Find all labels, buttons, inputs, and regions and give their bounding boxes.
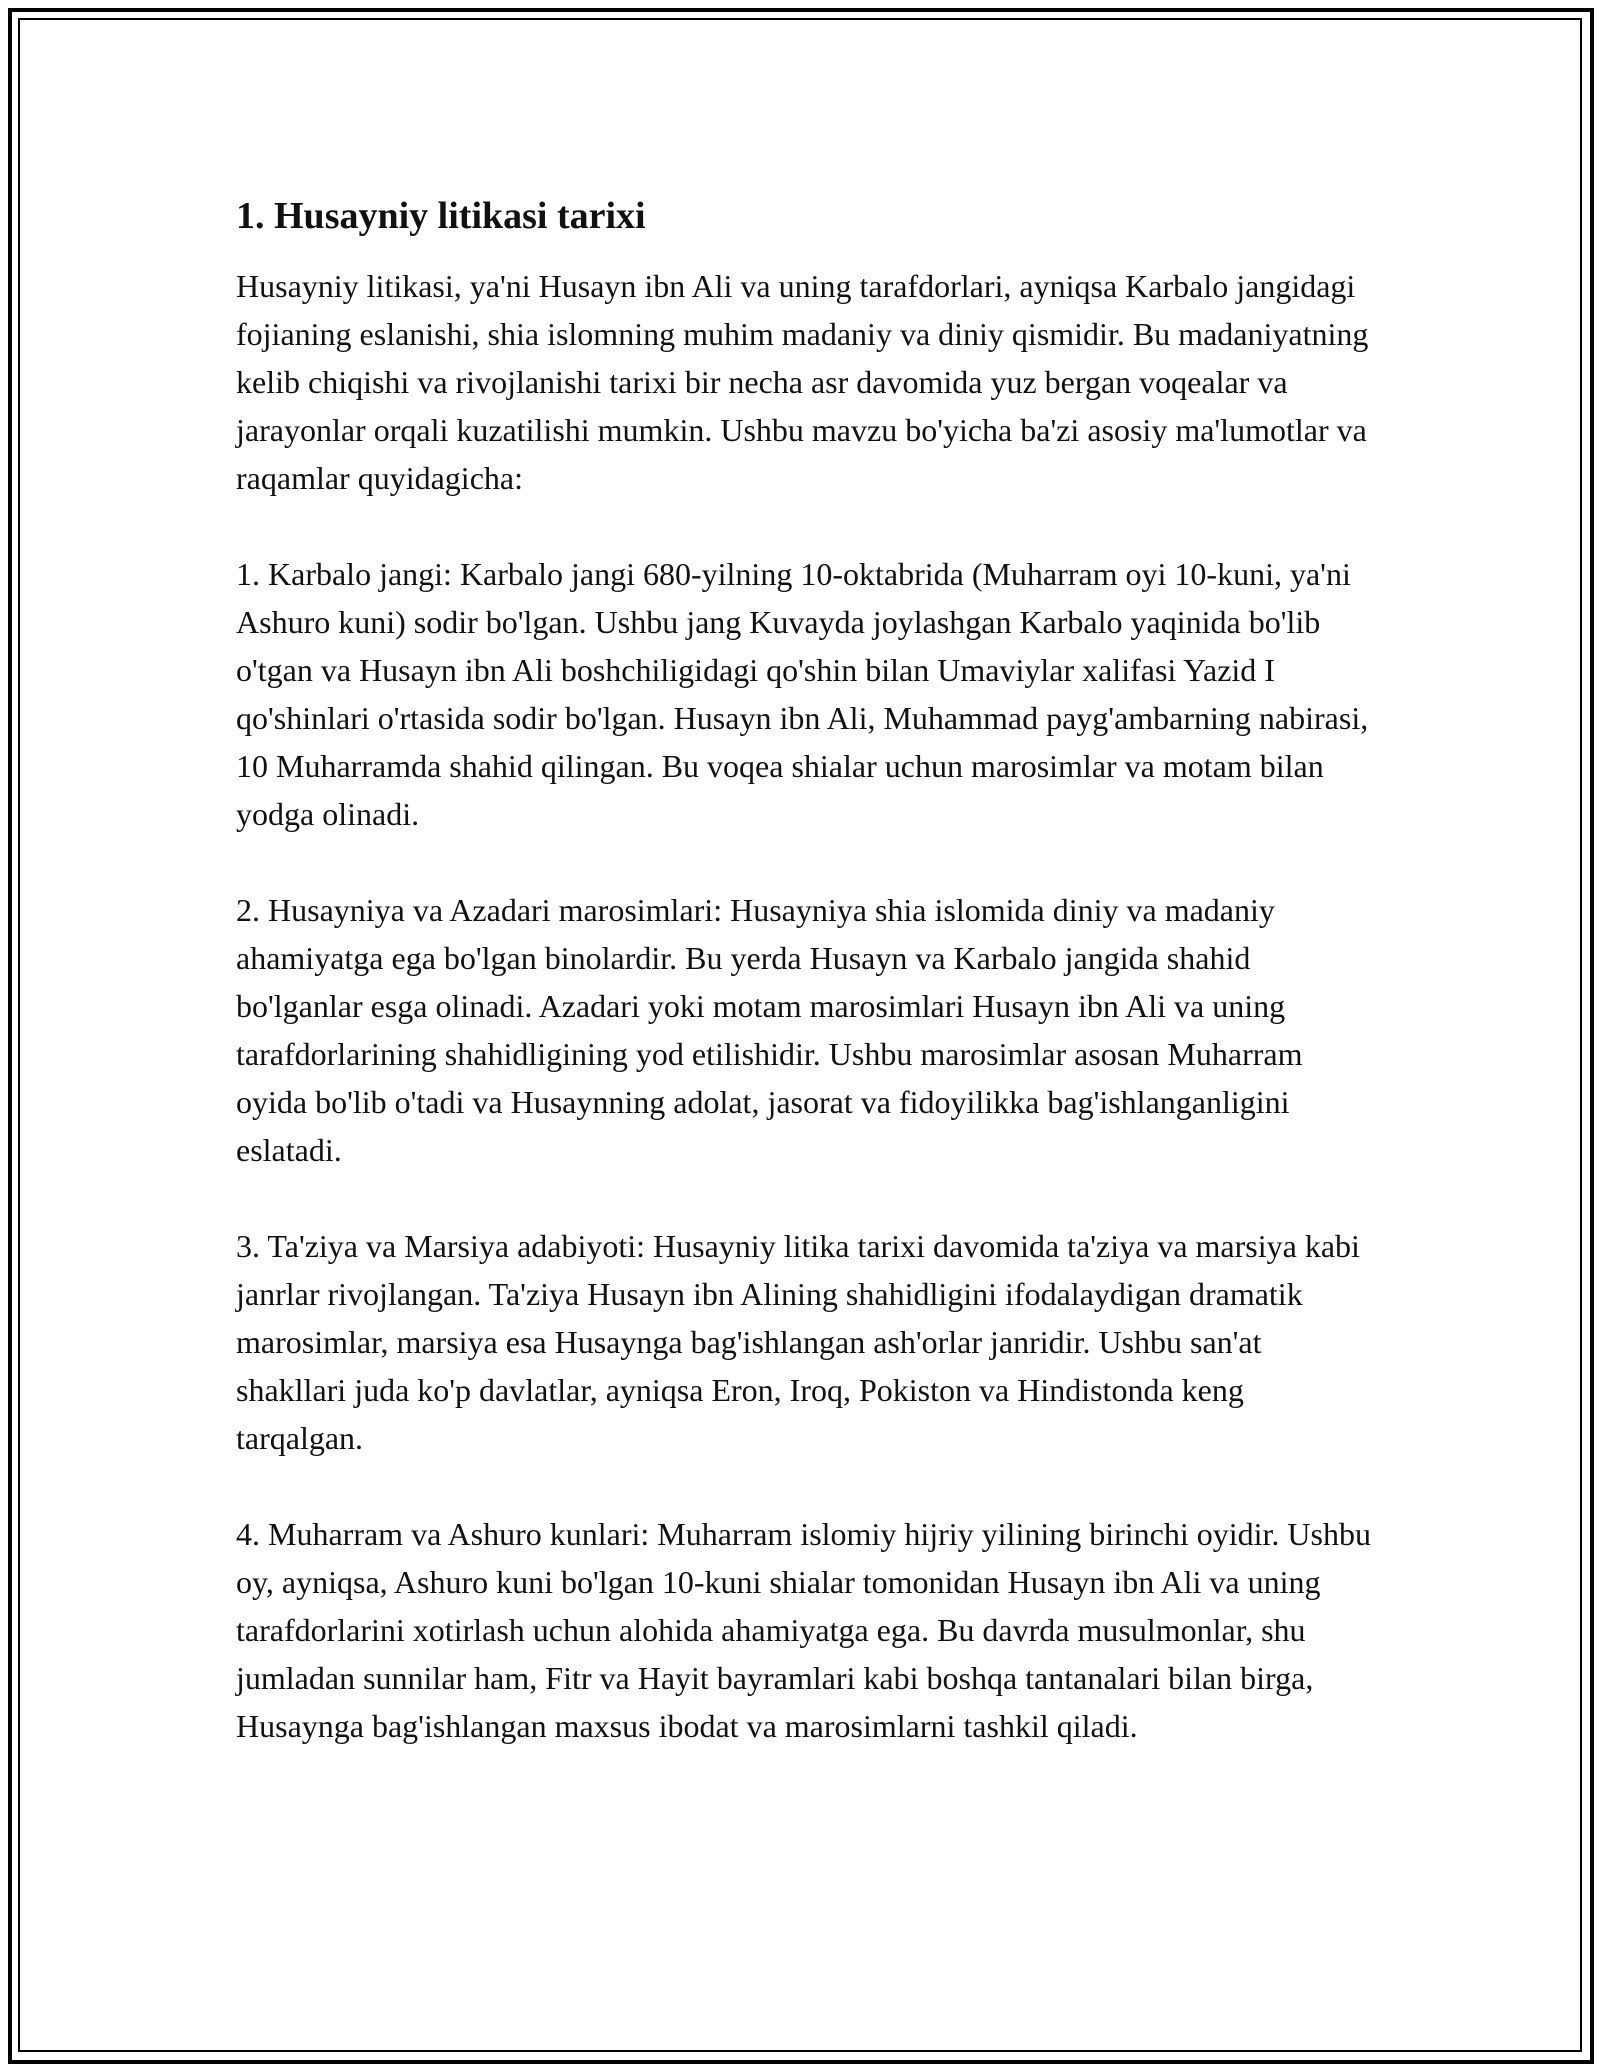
karbalo-battle-paragraph: 1. Karbalo jangi: Karbalo jangi 680-yilning 10-oktabrida (Muharram oyi 10-kuni, ya'ni Ashuro kuni) sodir bo'lgan. Ushbu jang Kuvayda joylashgan Karbalo yaqinida bo'lib o'tgan va Husayn ibn Ali boshchiligidagi qo'shin bilan Umaviylar xalifasi Yazid I qo'shinlari o'rtasida sodir bo'lgan. Husayn ibn Ali, Muhammad payg'ambarning nabirasi, 10 Muharramda shahid qilingan. Bu voqea shialar uchun marosimlar va motam bilan yodga olinadi. [236,556,1369,832]
taziya-marsiya-paragraph: 3. Ta'ziya va Marsiya adabiyoti: Husayniy litika tarixi davomida ta'ziya va marsiya kabi janrlar rivojlangan. Ta'ziya Husayn ibn Alining shahidligini ifodalaydigan dramatik marosimlar, marsiya esa Husaynga bag'ishlangan ash'orlar janridir. Ushbu san'at shakllari juda ko'p davlatlar, ayniqsa Eron, Iroq, Pokiston va Hindistonda keng tarqalgan. [236,1228,1360,1456]
husayniya-azadari-paragraph: 2. Husayniya va Azadari marosimlari: Husayniya shia islomida diniy va madaniy ahamiyatga ega bo'lgan binolardir. Bu yerda Husayn va Karbalo jangida shahid bo'lganlar esga olinadi. Azadari yoki motam marosimlari Husayn ibn Ali va uning tarafdorlarining shahidligining yod etilishidir. Ushbu marosimlar asosan Muharram oyida bo'lib o'tadi va Husaynning adolat, jasorat va fidoyilikka bag'ishlanganligini eslatadi. [236,892,1303,1168]
intro-paragraph: Husayniy litikasi, ya'ni Husayn ibn Ali va uning tarafdorlari, ayniqsa Karbalo jangidagi fojianing eslanishi, shia islomning muhim madaniy va diniy qismidir. Bu madaniyatning kelib chiqishi va rivojlanishi tarixi bir necha asr davomida yuz bergan voqealar va jarayonlar orqali kuzatilishi mumkin. Ushbu mavzu bo'yicha ba'zi asosiy ma'lumotlar va raqamlar quyidagicha: [236,268,1369,496]
document-body [236,180,1376,1798]
muharram-ashuro-paragraph: 4. Muharram va Ashuro kunlari: Muharram islomiy hijriy yilining birinchi oyidir. Ushbu oy, ayniqsa, Ashuro kuni bo'lgan 10-kuni shialar tomonidan Husayn ibn Ali va uning tarafdorlarini xotirlash uchun alohida ahamiyatga ega. Bu davrda musulmonlar, shu jumladan sunnilar ham, Fitr va Hayit bayramlari kabi boshqa tantanalari bilan birga, Husaynga bag'ishlangan maxsus ibodat va marosimlarni tashkil qiladi. [236,1516,1371,1744]
section-heading: 1. Husayniy litikasi tarixi [236,195,646,237]
